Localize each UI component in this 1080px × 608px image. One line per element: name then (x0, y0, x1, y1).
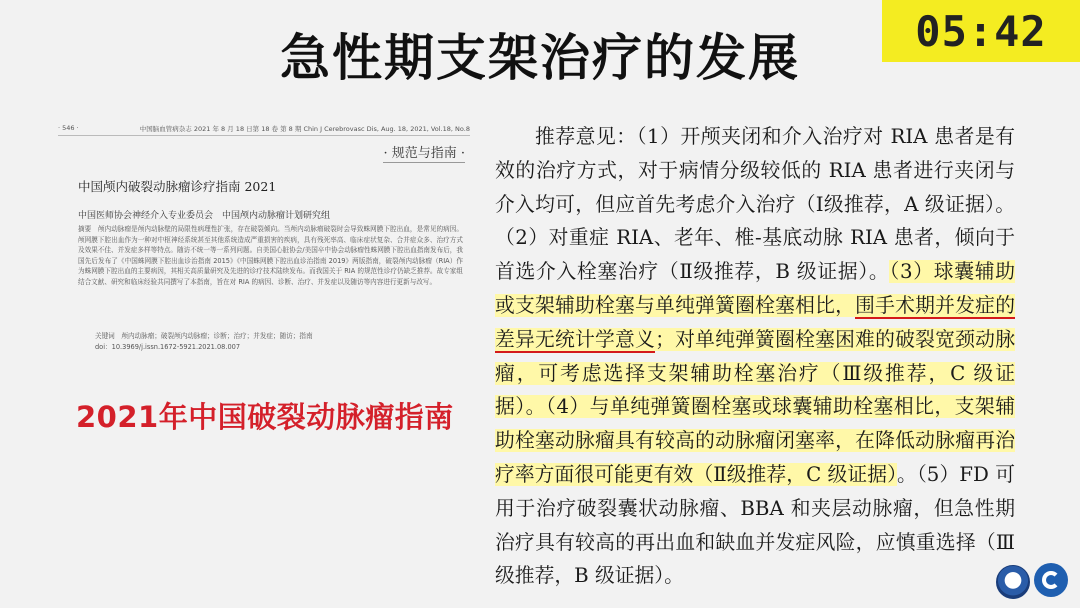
recommendation-text (495, 120, 1015, 593)
highlighted-part-1: （3）球囊辅助或支架辅助栓塞与单纯弹簧圈栓塞相比， (495, 260, 1015, 317)
guideline-caption: 2021年中国破裂动脉瘤指南 (76, 400, 454, 434)
paper-keywords: 关键词 颅内动脉瘤；破裂颅内动脉瘤；诊断；治疗；并发症；随访；指南 (95, 332, 313, 340)
paper-organization: 中国医师协会神经介入专业委员会 中国颅内动脉瘤计划研究组 (78, 211, 331, 221)
paper-title: 中国颅内破裂动脉瘤诊疗指南 2021 (78, 179, 277, 194)
paper-abstract: 摘要 颅内动脉瘤是颅内动脉壁的局限性病理性扩张，存在破裂倾向。当颅内动脉瘤破裂时会导致蛛网膜下腔出血，是常见的病因。颅网膜下腔出血作为一种对中枢神经系统甚至其他系统造成严重损害的疾病，具有残死率高、临床症状复杂、合并症众多、治疗方式及效果不佳、并发症多样等特点。随访不统一等一系列问题。自美国心脏协会/美国卒中协会动脉瘤性蛛网膜下腔出血指南发布后，我国先后发布了《中国蛛网膜下腔出血诊治指南 2015》《中国蛛网膜下腔出血诊治指南 2019》两版指南，破裂颅内动脉瘤（RIA）作为蛛网膜下腔出血的主要病因，其相关高质量研究及先进的诊疗技术陆续发布。而我国关于 RIA 的规范性诊疗仍缺乏推荐。故专家组结合文献、研究和临床经验共同撰写了本指南，旨在对 RIA 的病因、诊断、治疗、并发症以及随访等内容进行更新与改写。 (78, 225, 463, 286)
highlighted-part-2: ；对单纯弹簧圈栓塞困难的破裂宽颈动脉瘤，可考虑选择支架辅助栓塞治疗（Ⅲ级推荐，C 级证据）。（4）与单纯弹簧圈栓塞或球囊辅助栓塞相比，支架辅助栓塞动脉瘤具有较高的动脉瘤闭塞率，在降低动脉瘤再治疗率方面很可能更有效（Ⅱ级推荐，C 级证据） (495, 327, 1015, 486)
paper-journal-line: 中国脑血管病杂志 2021 年 8 月 18 日第 18 卷 第 8 期 Chin J Cerebrovasc Dis, Aug. 18, 2021, Vol.18, No.8 (139, 125, 470, 133)
paper-thumbnail (55, 112, 490, 372)
underlined-highlight: 围手术期并发症的差异无统计学意义 (495, 293, 1015, 351)
university-logo-icon (996, 565, 1030, 599)
recommendation-part-2: 。（5）FD 可用于治疗破裂囊状动脉瘤、BBA 和夹层动脉瘤，但急性期治疗具有较高的再出血和缺血并发症风险，应慎重选择（Ⅲ级推荐，B 级证据）。 (495, 462, 1015, 588)
brand-logo-icon (1034, 563, 1068, 597)
recommendation-part-1: （1）开颅夹闭和介入治疗对 RIA 患者是有效的治疗方式，对于病情分级较低的 RIA 患者进行夹闭与介入均可，但应首先考虑介入治疗（Ⅰ级推荐，A 级证据）。（2）对重症 RIA、老年、椎-基底动脉 RIA 患者，倾向于首选介入栓塞治疗（Ⅱ级推荐，B 级证据）。 (495, 125, 1015, 284)
countdown-timer: 05:42 (882, 0, 1080, 62)
slide-title: 急性期支架治疗的发展 (280, 29, 800, 87)
paper-header-line (58, 124, 470, 136)
paper-section-label: · 规范与指南 · (383, 142, 465, 163)
paper-page-number: · 546 · (58, 124, 79, 132)
recommendation-label: 推荐意见： (535, 125, 637, 148)
paper-doi: doi：10.3969/j.issn.1672-5921.2021.08.007 (95, 343, 241, 351)
